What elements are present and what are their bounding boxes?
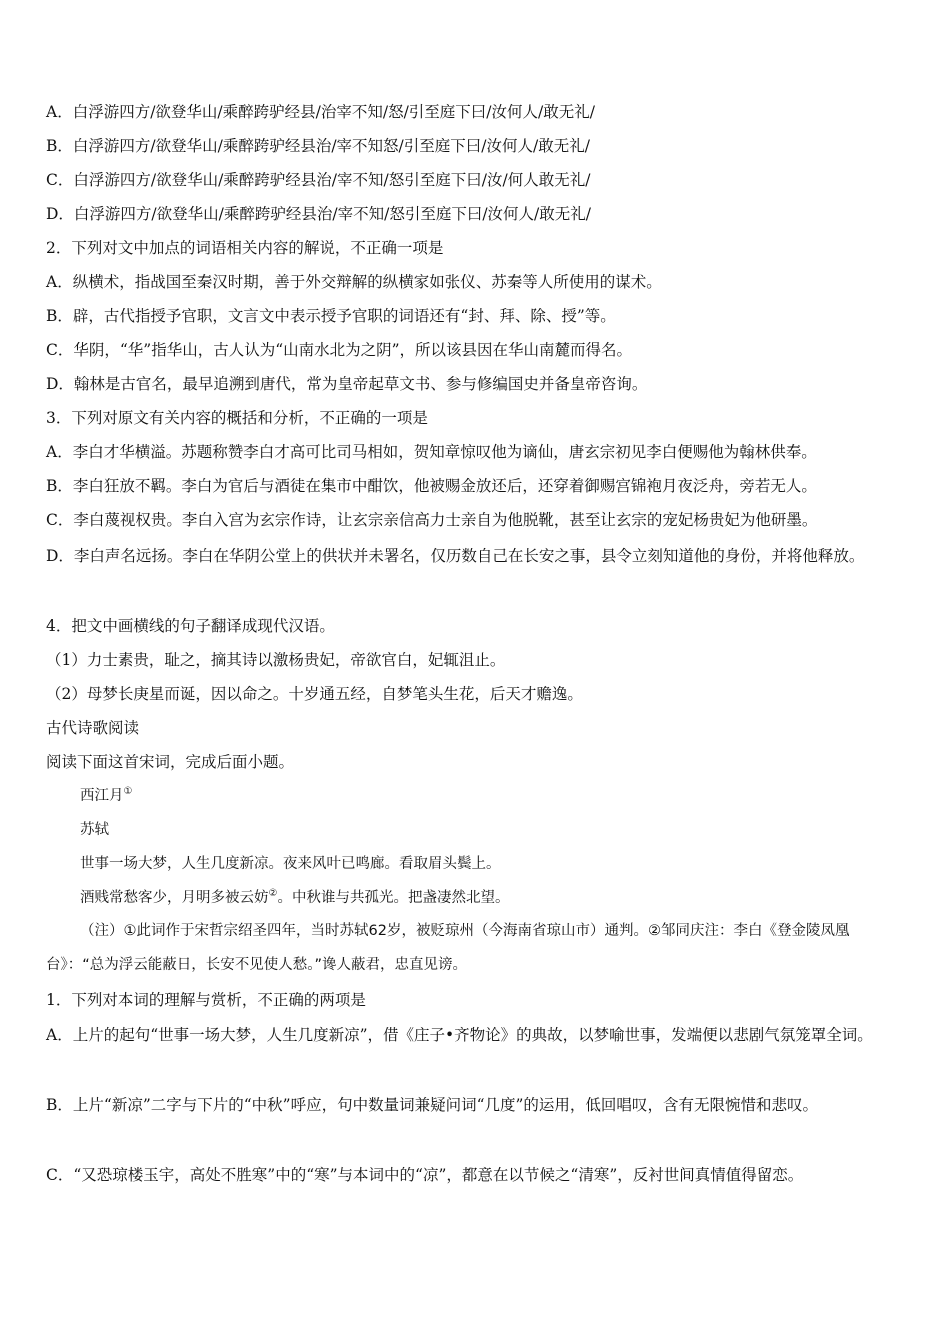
q3-option-b: B．李白狂放不羁。李白为官后与酒徒在集市中酣饮，他被赐金放还后，还穿着御赐宫锦袍月夜泛舟，旁若无人。: [46, 477, 817, 495]
q2-stem: 2．下列对文中加点的词语相关内容的解说，不正确一项是: [46, 239, 444, 257]
q3-option-a: A．李白才华横溢。苏题称赞李白才高可比司马相如，贺知章惊叹他为谪仙，唐玄宗初见李白便赐他为翰林供奉。: [46, 443, 817, 461]
poem-title-text: 西江月: [80, 788, 124, 804]
poem-line-2-part-a: 酒贱常愁客少，月明多被云妨: [80, 890, 269, 906]
q2-option-d: D．翰林是古官名，最早追溯到唐代，常为皇帝起草文书、参与修编国史并备皇帝咨询。: [46, 375, 648, 393]
poem-line-2-footnote-mark: ②: [268, 888, 278, 900]
poem-q1-stem: 1．下列对本词的理解与赏析，不正确的两项是: [46, 991, 366, 1009]
q3-option-d: D．李白声名远扬。李白在华阴公堂上的供状并未署名，仅历数自己在长安之事，县令立刻知道他的身份，并将他释放。: [46, 547, 865, 565]
poem-title-footnote-mark: ①: [123, 786, 133, 798]
q3-stem: 3．下列对原文有关内容的概括和分析，不正确的一项是: [46, 409, 428, 427]
q4-stem: 4．把文中画横线的句子翻译成现代汉语。: [46, 617, 335, 635]
q4-item-1: （1）力士素贵，耻之，摘其诗以激杨贵妃，帝欲官白，妃辄沮止。: [46, 651, 506, 669]
q1-option-b: B．白浮游四方/欲登华山/乘醉跨驴经县治/宰不知怒/引至庭下曰/汝何人/敢无礼/: [46, 137, 590, 155]
q4-item-2: （2）母梦长庚星而诞，因以命之。十岁通五经，自梦笔头生花，后天才赡逸。: [46, 685, 583, 703]
q1-option-a: A．白浮游四方/欲登华山/乘醉跨驴经县/治宰不知/怒/引至庭下曰/汝何人/敢无礼/: [46, 103, 595, 121]
section-title: 古代诗歌阅读: [46, 719, 140, 737]
instruction: 阅读下面这首宋词，完成后面小题。: [46, 753, 295, 771]
poem-line-1: 世事一场大梦，人生几度新凉。夜来风叶已鸣廊。看取眉头鬓上。: [80, 856, 501, 872]
q1-option-c: C．白浮游四方/欲登华山/乘醉跨驴经县治/宰不知/怒引至庭下曰/汝/何人敢无礼/: [46, 171, 591, 189]
poem-line-2-part-b: 。中秋谁与共孤光。把盏凄然北望。: [277, 890, 510, 906]
q2-option-b: B．辟，古代指授予官职，文言文中表示授予官职的词语还有“封、拜、除、授”等。: [46, 307, 616, 325]
poem-note: （注）①此词作于宋哲宗绍圣四年，当时苏轼62岁，被贬琼州（今海南省琼山市）通判。②邹同庆注：李白《登金陵凤凰台》：“总为浮云能蔽日，长安不见使人愁。”谗人蔽君，忠直见谤。: [46, 923, 850, 973]
q2-option-a: A．纵横术，指战国至秦汉时期，善于外交辩解的纵横家如张仪、苏秦等人所使用的谋术。: [46, 273, 662, 291]
q1-option-d: D．白浮游四方/欲登华山/乘醉跨驴经县治/宰不知/怒引至庭下曰/汝何人/敢无礼/: [46, 205, 591, 223]
poem-q1-option-b: B．上片“新凉”二字与下片的“中秋”呼应，句中数量词兼疑问词“几度”的运用，低回唱叹，含有无限惋惜和悲叹。: [46, 1096, 818, 1114]
poem-line-2: [80, 887, 906, 909]
poem-author: 苏轼: [80, 822, 109, 838]
poem-title: [80, 785, 906, 807]
q2-option-c: C．华阴，“华”指华山，古人认为“山南水北为之阴”，所以该县因在华山南麓而得名。: [46, 341, 633, 359]
q3-option-c: C．李白蔑视权贵。李白入宫为玄宗作诗，让玄宗亲信高力士亲自为他脱靴，甚至让玄宗的宠妃杨贵妃为他研墨。: [46, 511, 818, 529]
poem-q1-option-c: C．“又恐琼楼玉宇，高处不胜寒”中的“寒”与本词中的“凉”，都意在以节候之“清寒”，反衬世间真情值得留恋。: [46, 1166, 804, 1184]
poem-q1-option-a: A．上片的起句“世事一场大梦，人生几度新凉”，借《庄子•齐物论》的典故，以梦喻世事，发端便以悲剧气氛笼罩全词。: [46, 1026, 873, 1044]
